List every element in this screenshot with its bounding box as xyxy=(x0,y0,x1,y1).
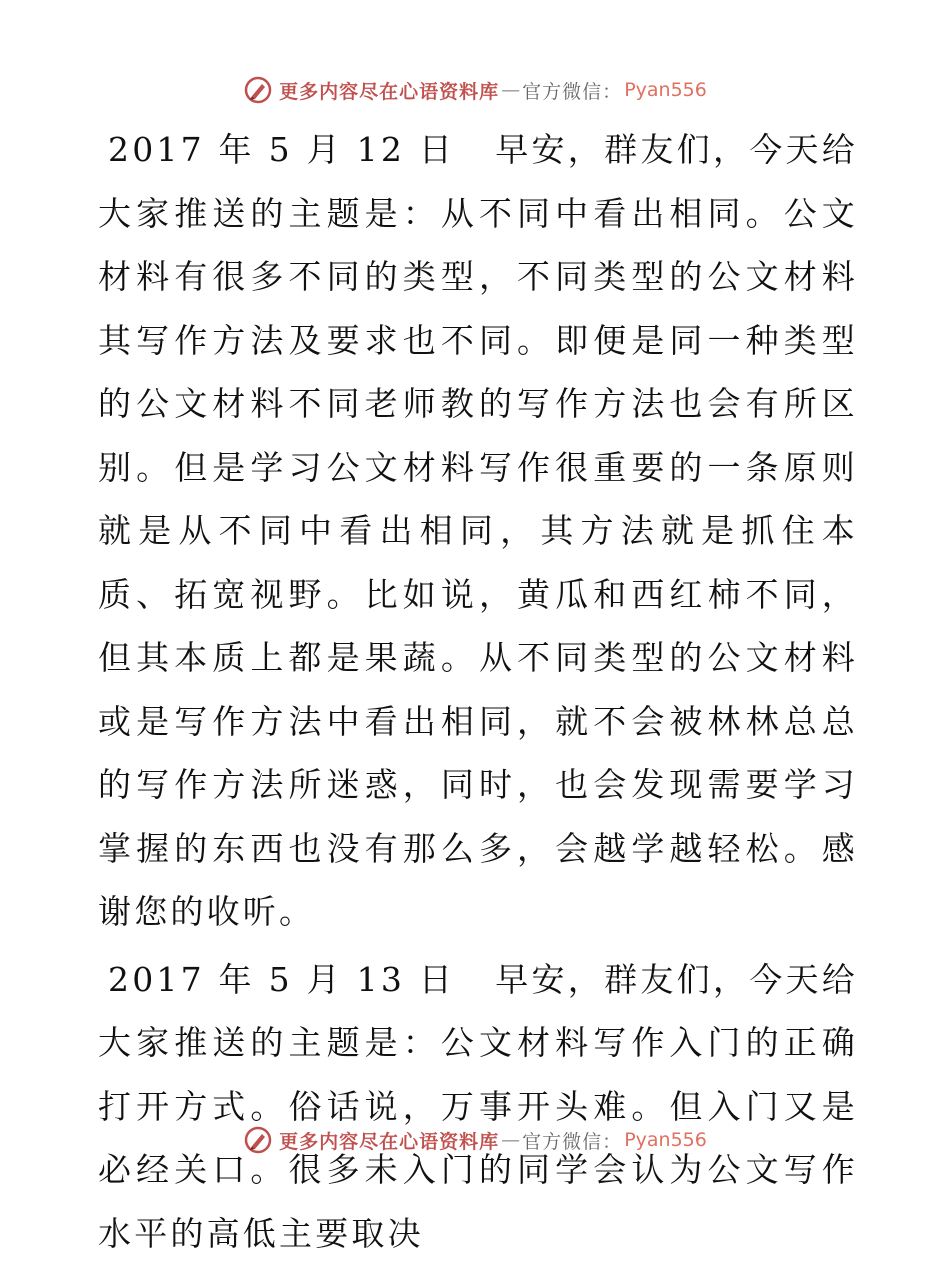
paragraph-date: 2017 年 5 月 13 日 xyxy=(108,959,456,999)
paragraph-body: 早安，群友们，今天给大家推送的主题是：从不同中看出相同。公文材料有很多不同的类型，不同类型的公文材料其写作方法及要求也不同。即便是同一种类型的公文材料不同老师教的写作方法也会有所区别。但是学习公文材料写作很重要的一条原则就是从不同中看出相同，其方法就是抓住本质、拓宽视野。比如说，黄瓜和西红柿不同，但其本质上都是果蔬。从不同类型的公文材料或是写作方法中看出相同，就不会被林林总总的写作方法所迷惑，同时，也会发现需要学习掌握的东西也没有那么多，会越学越轻松。感谢您的收听。 xyxy=(98,130,859,931)
banner-separator: — xyxy=(501,1129,521,1151)
banner-site-text: 更多内容尽在心语资料库 xyxy=(279,80,500,103)
footer-banner xyxy=(0,1120,950,1160)
banner-wechat-id: Pyan556 xyxy=(624,79,707,101)
banner-wechat-label: 官方微信： xyxy=(522,1130,623,1153)
document-content xyxy=(98,118,858,1269)
banner-separator: — xyxy=(501,79,521,101)
pen-logo-icon xyxy=(243,75,273,105)
paragraph-2017-05-13 xyxy=(98,948,858,1266)
pen-logo-icon xyxy=(243,1125,273,1155)
header-banner xyxy=(0,70,950,110)
banner-site-text: 更多内容尽在心语资料库 xyxy=(279,1130,500,1153)
paragraph-date: 2017 年 5 月 12 日 xyxy=(108,130,456,169)
paragraph-2017-05-12 xyxy=(98,118,858,944)
paragraph-body: 早安，群友们，今天给大家推送的主题是：公文材料写作入门的正确打开方式。俗话说，万事开头难。但入门又是必经关口。很多未入门的同学会认为公文写作水平的高低主要取决 xyxy=(98,959,859,1253)
banner-wechat-label: 官方微信： xyxy=(522,80,623,103)
banner-wechat-id: Pyan556 xyxy=(624,1129,707,1151)
